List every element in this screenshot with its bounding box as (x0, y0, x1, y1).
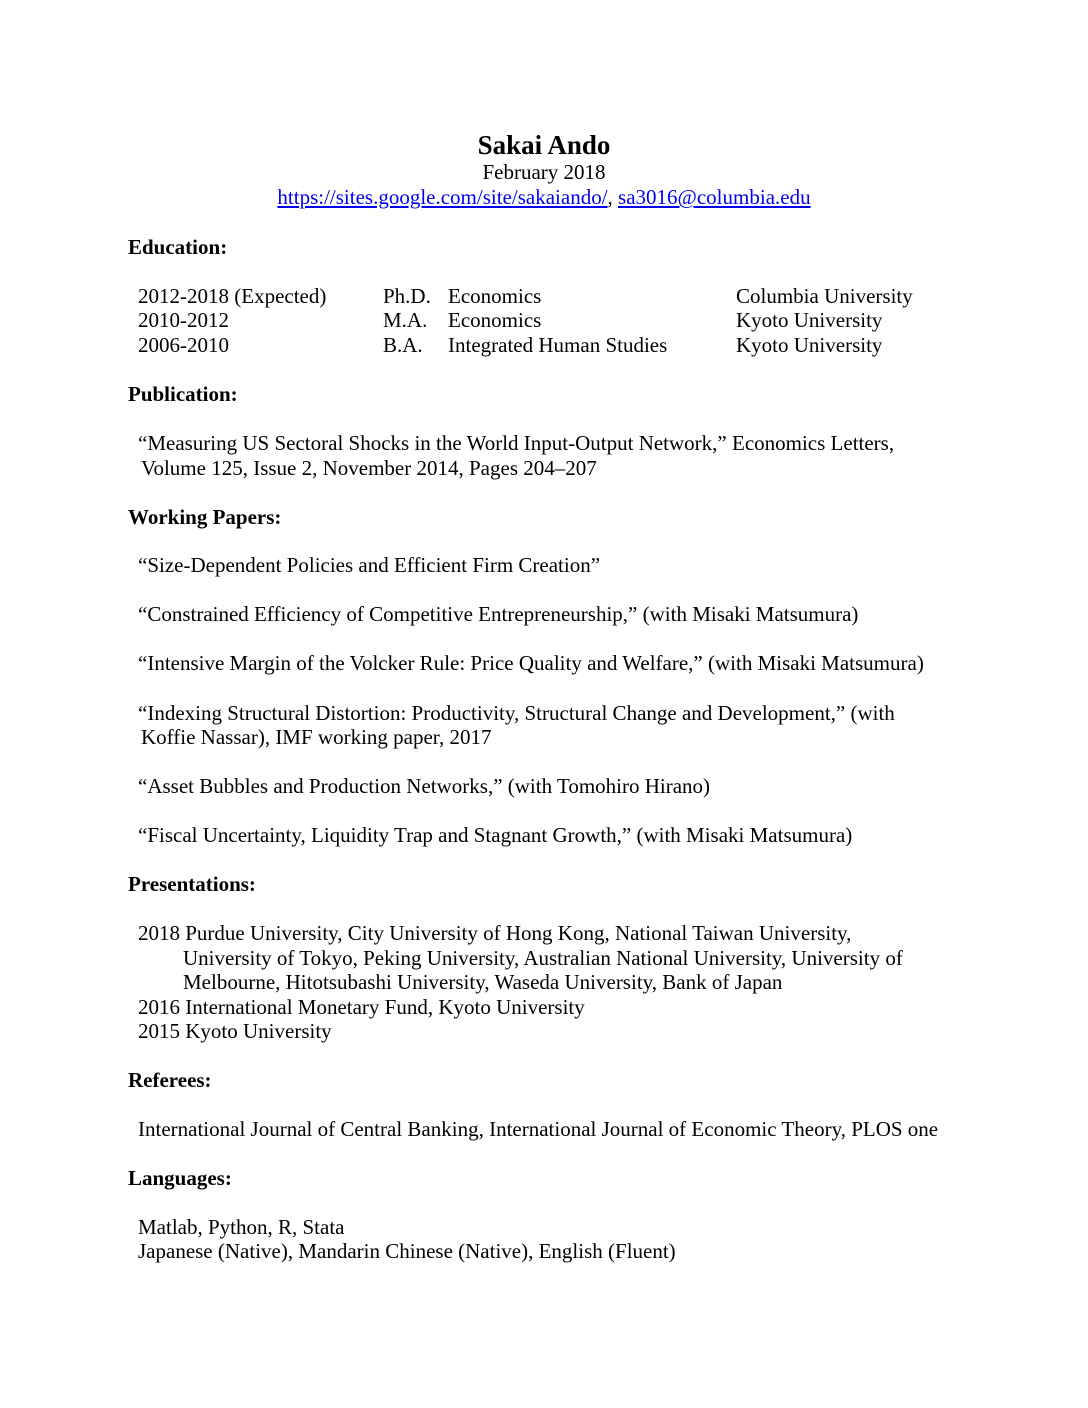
education-row (0, 308, 1088, 333)
working-paper-item: “Indexing Structural Distortion: Productivity, Structural Change and Development,” (with (138, 701, 895, 725)
languages-line: Matlab, Python, R, Stata (138, 1215, 345, 1239)
education-field: Integrated Human Studies (448, 333, 668, 357)
education-years: 2006-2010 (138, 333, 229, 357)
cv-date: February 2018 (482, 160, 606, 184)
referees-heading: Referees: (128, 1068, 212, 1092)
presentation-line: 2015 Kyoto University (138, 1019, 332, 1043)
education-years: 2012-2018 (Expected) (138, 284, 327, 308)
referees-text: International Journal of Central Banking, International Journal of Economic Theory, PLOS one (138, 1117, 939, 1141)
education-heading: Education: (128, 235, 228, 259)
cv-name: Sakai Ando (477, 130, 611, 160)
presentation-line: Melbourne, Hitotsubashi University, Waseda University, Bank of Japan (183, 970, 783, 994)
website-link[interactable]: https://sites.google.com/site/sakaiando/ (277, 185, 608, 209)
contact-separator: , (607, 185, 613, 209)
working-paper-item: “Constrained Efficiency of Competitive Entrepreneurship,” (with Misaki Matsumura) (138, 602, 859, 626)
publication-line: Volume 125, Issue 2, November 2014, Pages 204–207 (141, 456, 597, 480)
presentation-line: 2016 International Monetary Fund, Kyoto University (138, 995, 585, 1019)
presentation-line: 2018 Purdue University, City University of Hong Kong, National Taiwan University, (138, 921, 852, 945)
education-row (0, 333, 1088, 358)
education-degree: B.A. (383, 333, 423, 357)
education-institution: Columbia University (736, 284, 913, 308)
presentation-line: University of Tokyo, Peking University, Australian National University, University of (183, 946, 903, 970)
working-paper-item: “Size-Dependent Policies and Efficient Firm Creation” (138, 553, 601, 577)
presentations-heading: Presentations: (128, 872, 256, 896)
education-institution: Kyoto University (736, 308, 883, 332)
publication-heading: Publication: (128, 382, 238, 406)
education-field: Economics (448, 308, 542, 332)
languages-heading: Languages: (128, 1166, 232, 1190)
education-row (0, 284, 1088, 309)
education-field: Economics (448, 284, 542, 308)
working-paper-item-continued: Koffie Nassar), IMF working paper, 2017 (141, 725, 492, 749)
publication-line: “Measuring US Sectoral Shocks in the World Input-Output Network,” Economics Letters, (138, 431, 895, 455)
working-paper-item: “Intensive Margin of the Volcker Rule: Price Quality and Welfare,” (with Misaki Matsumura) (138, 651, 924, 675)
education-institution: Kyoto University (736, 333, 883, 357)
education-degree: Ph.D. (383, 284, 431, 308)
working-paper-item: “Fiscal Uncertainty, Liquidity Trap and Stagnant Growth,” (with Misaki Matsumura) (138, 823, 853, 847)
email-link[interactable]: sa3016@columbia.edu (618, 185, 811, 209)
contact-line (0, 185, 1088, 210)
education-years: 2010-2012 (138, 308, 229, 332)
languages-line: Japanese (Native), Mandarin Chinese (Native), English (Fluent) (138, 1239, 676, 1263)
working-paper-item: “Asset Bubbles and Production Networks,” (with Tomohiro Hirano) (138, 774, 711, 798)
working-papers-heading: Working Papers: (128, 505, 282, 529)
education-degree: M.A. (383, 308, 428, 332)
